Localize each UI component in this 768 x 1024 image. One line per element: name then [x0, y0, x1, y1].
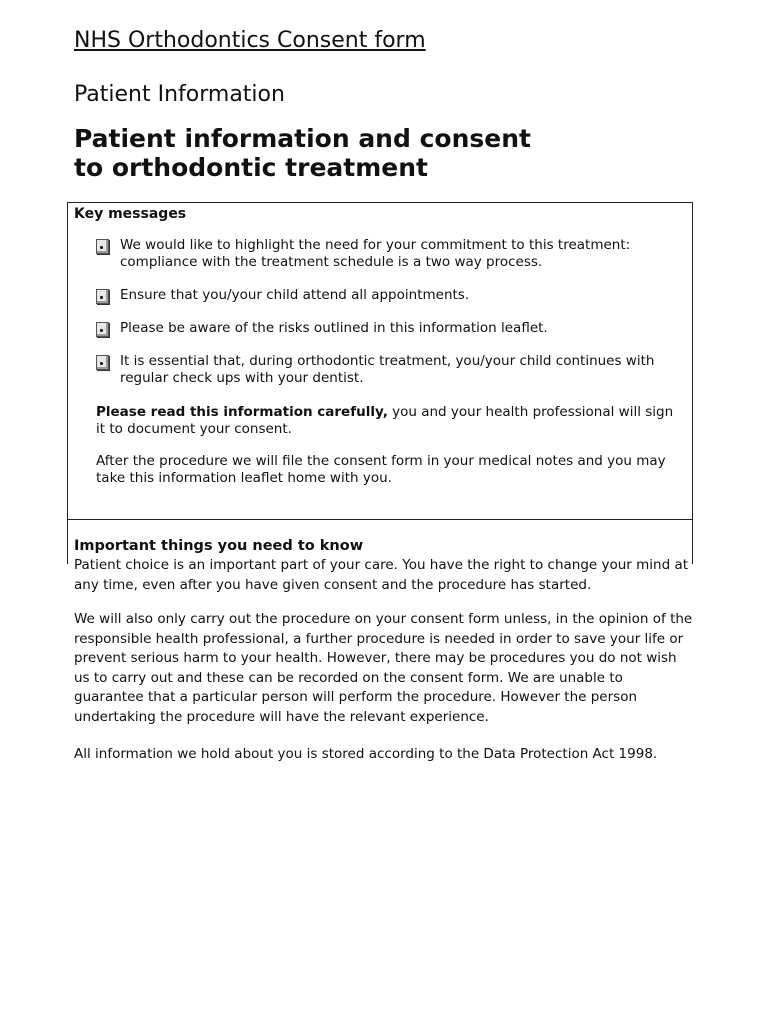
data-protection-paragraph: All information we hold about you is stored according to the Data Protection Act 1998. — [74, 746, 658, 762]
document-title: NHS Orthodontics Consent form — [74, 28, 426, 53]
key-messages-list — [96, 237, 686, 403]
main-heading — [74, 124, 531, 182]
read-carefully-bold: Please read this information carefully, — [96, 404, 388, 420]
section-heading: Patient Information — [74, 82, 285, 107]
main-heading-line-2: to orthodontic treatment — [74, 153, 428, 182]
patient-choice-paragraph: Patient choice is an important part of your care. You have the right to change your mind at any time, even after you have given consent and the procedure has started. — [74, 557, 689, 593]
read-carefully-paragraph — [96, 404, 686, 438]
key-messages-heading: Key messages — [74, 206, 187, 222]
list-item — [96, 237, 686, 271]
bullet-icon — [96, 322, 109, 337]
procedure-paragraph: We will also only carry out the procedure on your consent form unless, in the opinion of the responsible health professional, a further procedure is needed in order to save your life or prevent serious harm to your health. However, there may be procedures you do not wish us to carry out and these can be recorded on the consent form. We are unable to guarantee that a particular person will perform the procedure. However the person undertaking the procedure will have the relevant experience. — [74, 611, 693, 725]
read-carefully-rest: you and your health professional will sign it to document your consent. — [96, 404, 674, 437]
bullet-text: Ensure that you/your child attend all appointments. — [120, 287, 470, 303]
list-item — [96, 353, 686, 387]
key-messages-box — [67, 202, 693, 520]
important-heading: Important things you need to know — [74, 538, 364, 554]
after-procedure-paragraph: After the procedure we will file the consent form in your medical notes and you may take this information leaflet home with you. — [96, 453, 666, 486]
bullet-icon — [96, 239, 109, 254]
bullet-icon — [96, 355, 109, 370]
list-item — [96, 287, 686, 304]
main-heading-line-1: Patient information and consent — [74, 124, 531, 153]
bullet-text: Please be aware of the risks outlined in this information leaflet. — [120, 320, 548, 336]
bullet-text: It is essential that, during orthodontic treatment, you/your child continues with regular check ups with your dentist. — [120, 353, 655, 386]
bullet-icon — [96, 289, 109, 304]
list-item — [96, 320, 686, 337]
section-border-left — [67, 518, 68, 564]
bullet-text: We would like to highlight the need for your commitment to this treatment: compliance with the treatment schedule is a two way process. — [120, 237, 631, 270]
